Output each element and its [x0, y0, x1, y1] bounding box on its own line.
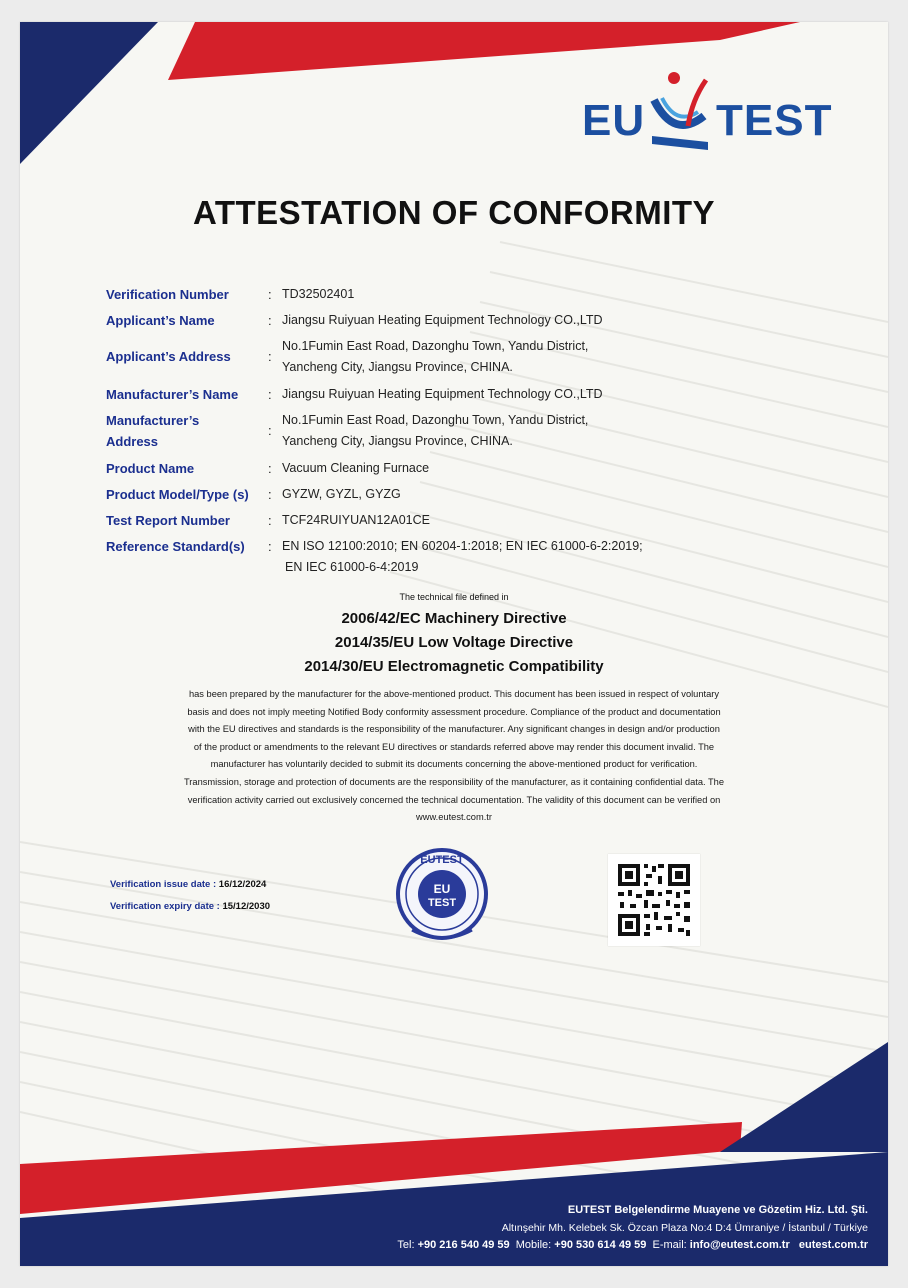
- field-label: Reference Standard(s): [106, 539, 245, 554]
- field-value: TCF24RUIYUAN12A01CE: [282, 513, 430, 527]
- field-product-name: [106, 458, 732, 479]
- field-label: Applicant’s Address: [106, 349, 231, 364]
- certificate-title: ATTESTATION OF CONFORMITY: [192, 194, 716, 231]
- eutest-logo: [582, 70, 852, 154]
- certificate-page: [20, 22, 888, 1266]
- field-product-model: [106, 484, 732, 505]
- field-label: Verification Number: [106, 287, 229, 302]
- field-label-line: Manufacturer’s: [106, 413, 200, 428]
- field-reference-standards: [106, 536, 732, 578]
- verification-dates: [110, 874, 270, 918]
- field-value: [282, 410, 732, 452]
- field-manufacturer-address: [106, 410, 732, 452]
- field-value-line: No.1Fumin East Road, Dazonghu Town, Yandu District,: [282, 413, 589, 427]
- expiry-date-label: Verification expiry date: [110, 901, 215, 912]
- date-colon: :: [212, 879, 219, 890]
- seal-top-text: EUTEST: [420, 854, 464, 866]
- qr-code-icon: [608, 854, 700, 946]
- field-manufacturer-name: [106, 384, 732, 405]
- field-value: [282, 336, 732, 378]
- footer-mobile-label: Mobile:: [515, 1239, 552, 1251]
- top-left-navy-corner: [20, 22, 158, 164]
- issue-date-row: [110, 874, 270, 896]
- directive-emc: 2014/30/EU Electromagnetic Compatibility: [304, 658, 604, 675]
- field-label: Applicant’s Name: [106, 313, 215, 328]
- paragraph-line: manufacturer has voluntarily decided to submit its documents concerning the above-mentioned product for verification.: [210, 759, 698, 770]
- field-label: Test Report Number: [106, 513, 230, 528]
- field-colon: :: [268, 387, 272, 402]
- field-colon: :: [268, 287, 272, 302]
- field-value: TD32502401: [282, 287, 355, 301]
- footer-company: EUTEST Belgelendirme Muayene ve Gözetim Hiz. Ltd. Şti.: [567, 1204, 868, 1216]
- field-applicant-address: [106, 336, 732, 378]
- issue-date-label: Verification issue date: [110, 879, 211, 890]
- paragraph-line: with the EU directives and standards is the responsibility of the manufacturer. Any significant changes in design and/or production: [188, 724, 720, 735]
- footer-contacts: [397, 1237, 868, 1255]
- disclaimer-paragraph: [110, 686, 798, 827]
- field-colon: :: [268, 349, 272, 364]
- verification-url[interactable]: www.eutest.com.tr: [416, 812, 492, 823]
- field-test-report-number: [106, 510, 732, 531]
- field-value: Vacuum Cleaning Furnace: [282, 461, 430, 475]
- directive-low-voltage: 2014/35/EU Low Voltage Directive: [334, 634, 574, 651]
- seal-line-1: EU: [433, 882, 451, 896]
- eutest-seal: [392, 842, 492, 957]
- field-colon: :: [268, 423, 272, 438]
- bottom-right-navy-corner: [720, 1042, 888, 1152]
- footer-email-label: E-mail:: [652, 1239, 687, 1251]
- field-label: [106, 410, 268, 452]
- footer-address: Altınşehir Mh. Kelebek Sk. Özcan Plaza No:4 D:4 Ümraniye / İstanbul / Türkiye: [501, 1221, 868, 1234]
- footer-mobile[interactable]: +90 530 614 49 59: [554, 1239, 647, 1251]
- field-label-line: Address: [106, 434, 159, 449]
- field-label: Product Model/Type (s): [106, 487, 249, 502]
- field-value-line: No.1Fumin East Road, Dazonghu Town, Yandu District,: [282, 339, 589, 353]
- field-value-line: EN ISO 12100:2010; EN 60204-1:2018; EN IEC 61000-6-2:2019;: [282, 539, 643, 553]
- field-value: Jiangsu Ruiyuan Heating Equipment Technology CO.,LTD: [282, 313, 603, 327]
- field-value: [282, 536, 732, 578]
- field-colon: :: [268, 461, 272, 476]
- expiry-date-value: 15/12/2030: [222, 901, 271, 912]
- footer-contact: [397, 1202, 868, 1255]
- field-verification-number: [106, 284, 732, 305]
- logo-eu-text: EU: [582, 96, 646, 145]
- paragraph-line: Transmission, storage and protection of documents are the responsibility of the manufacturer, as it containing confidential data. The: [183, 776, 725, 787]
- field-colon: :: [268, 313, 272, 328]
- issue-date-value: 16/12/2024: [218, 879, 267, 890]
- field-value: GYZW, GYZL, GYZG: [282, 487, 401, 501]
- field-colon: :: [268, 487, 272, 502]
- seal-line-2: TEST: [427, 897, 457, 909]
- footer-tel-label: Tel:: [397, 1239, 415, 1251]
- field-colon: :: [268, 539, 272, 554]
- paragraph-line: of the product or amendments to the relevant EU directives or standards referred above may render this document invalid. The: [193, 741, 715, 752]
- field-label: Product Name: [106, 461, 195, 476]
- verification-qr-code[interactable]: [608, 854, 700, 946]
- field-value: Jiangsu Ruiyuan Heating Equipment Technology CO.,LTD: [282, 387, 603, 401]
- logo-quill-icon: [648, 70, 724, 154]
- paragraph-line: basis and does not imply meeting Notified Body conformity assessment procedure. Compliance of the product and documentation: [187, 706, 721, 717]
- field-applicant-name: [106, 310, 732, 331]
- field-colon: :: [268, 513, 272, 528]
- directives-section: [20, 592, 888, 679]
- footer-website[interactable]: eutest.com.tr: [798, 1239, 868, 1251]
- footer-email[interactable]: info@eutest.com.tr: [689, 1239, 790, 1251]
- field-label: Manufacturer’s Name: [106, 387, 239, 402]
- seal-stamp-icon: [392, 842, 492, 952]
- field-value-line: Yancheng City, Jiangsu Province, CHINA.: [282, 360, 513, 374]
- date-colon: :: [216, 901, 223, 912]
- logo-test-text: TEST: [716, 96, 833, 145]
- field-value-line: EN IEC 61000-6-4:2019: [285, 560, 419, 574]
- footer-tel[interactable]: +90 216 540 49 59: [417, 1239, 510, 1251]
- paragraph-line: has been prepared by the manufacturer for the above-mentioned product. This document has been issued in respect of voluntary: [188, 689, 720, 699]
- expiry-date-row: [110, 896, 270, 918]
- paragraph-line: verification activity carried out exclusively concerned the technical documentation. The validity of this document can be verified on: [187, 794, 721, 805]
- directive-machinery: 2006/42/EC Machinery Directive: [341, 610, 567, 627]
- directives-intro: The technical file defined in: [399, 592, 509, 602]
- field-value-line: Yancheng City, Jiangsu Province, CHINA.: [282, 434, 513, 448]
